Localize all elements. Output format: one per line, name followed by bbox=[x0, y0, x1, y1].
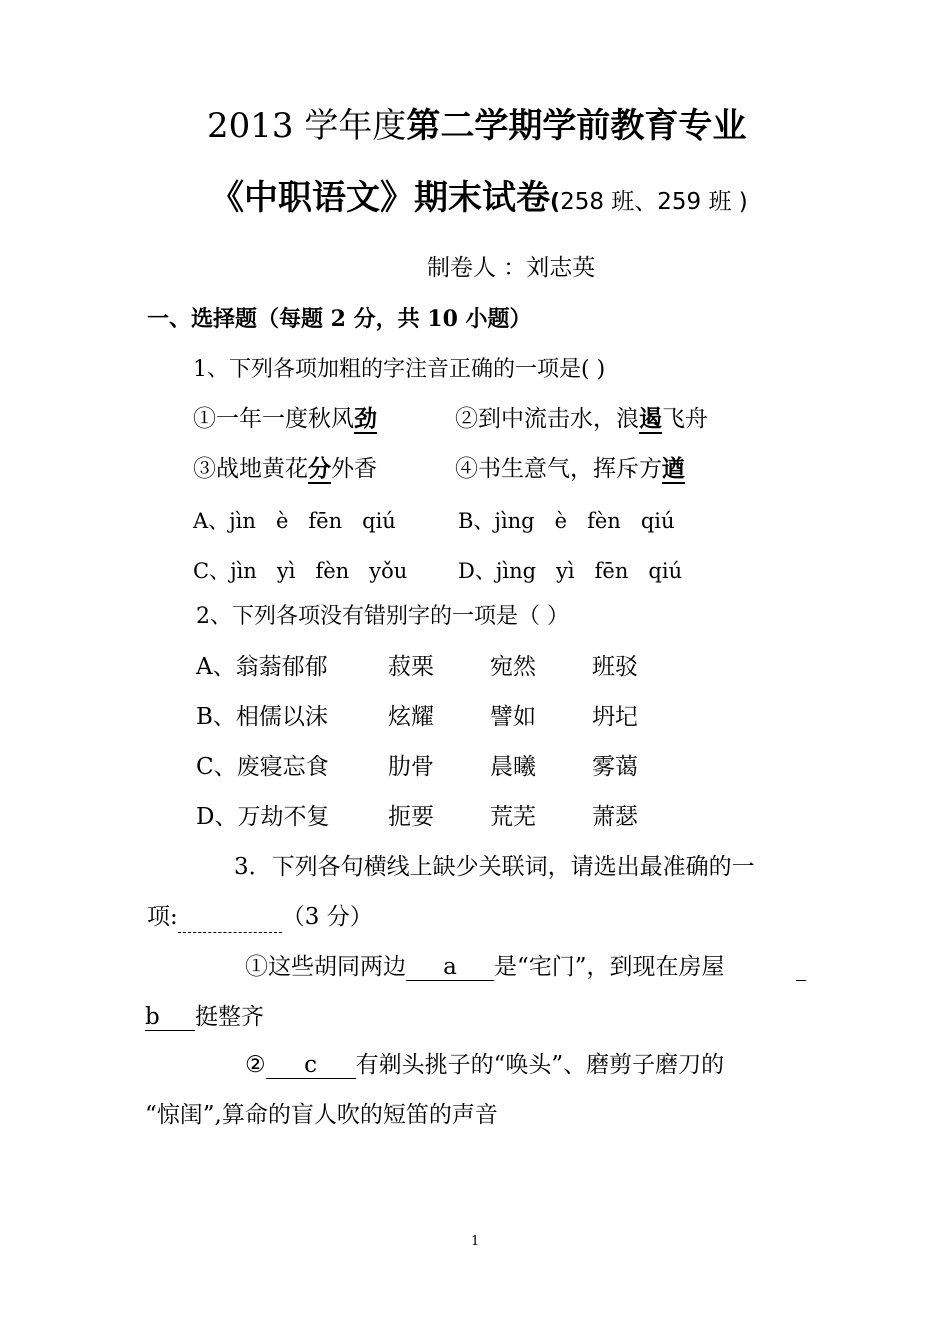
q1-option-d: D、jìng yì fēn qiú bbox=[458, 559, 683, 583]
title-term: 第二学期学前教育专业 bbox=[406, 106, 747, 146]
title-exam-name: 《中职语文》期末试卷 bbox=[210, 178, 550, 218]
q3-sentence-1 bbox=[245, 952, 725, 982]
q1-item-4-bold: 遒 bbox=[662, 456, 685, 482]
q3-blank-a: a bbox=[406, 954, 494, 981]
q3-blank-b-lead bbox=[796, 980, 806, 981]
title-year: 2013 学年度 bbox=[207, 106, 407, 146]
q2-b-3: 譬如 bbox=[490, 704, 536, 730]
title-line-2 bbox=[210, 176, 748, 225]
section-heading: 一、选择题（每题 2 分，共 10 小题） bbox=[147, 306, 532, 332]
q2-a-1: A、翁蓊郁郁 bbox=[196, 654, 328, 680]
q1-item-3-bold: 分 bbox=[308, 456, 331, 482]
author-line: 制卷人 ：刘志英 bbox=[427, 255, 596, 281]
q2-d-2: 扼要 bbox=[388, 804, 434, 830]
q3-answer-blank bbox=[178, 902, 282, 933]
q2-c-2: 肋骨 bbox=[388, 754, 434, 780]
q1-item-2-pre: ②到中流击水，浪 bbox=[455, 406, 639, 432]
q3-sentence-2-cont: “惊闺”,算命的盲人吹的短笛的声音 bbox=[145, 1102, 498, 1128]
q3-stem-cont bbox=[147, 902, 373, 933]
page-number: 1 bbox=[471, 1234, 480, 1249]
q3-s1-post: 是“宅门”，到现在房屋 bbox=[494, 954, 725, 980]
q2-a-3: 宛然 bbox=[490, 654, 536, 680]
q1-stem: 1、下列各项加粗的字注音正确的一项是( ) bbox=[193, 357, 606, 382]
q2-d-1: D、万劫不复 bbox=[196, 804, 330, 830]
q1-item-3-post: 外香 bbox=[331, 456, 377, 482]
q2-d-3: 荒芜 bbox=[490, 804, 536, 830]
q3-s2-pre: ② bbox=[245, 1052, 266, 1078]
q1-item-1-pre: ①一年一度秋风 bbox=[193, 406, 354, 432]
q3-cont-pre: 项: bbox=[147, 904, 178, 930]
q2-stem: 2、下列各项没有错别字的一项是（ ） bbox=[196, 604, 569, 629]
q1-item-2-post: 飞舟 bbox=[662, 406, 708, 432]
q3-stem: 3．下列各句横线上缺少关联词，请选出最准确的一 bbox=[234, 854, 755, 880]
q1-item-2 bbox=[455, 404, 708, 434]
q2-a-2: 菽栗 bbox=[388, 654, 434, 680]
title-paren: ( bbox=[550, 190, 561, 215]
q2-c-4: 雾蔼 bbox=[592, 754, 638, 780]
q1-option-a: A、jìn è fēn qiú bbox=[193, 509, 396, 533]
q1-item-4 bbox=[455, 454, 685, 484]
q3-sentence-1-cont bbox=[145, 1002, 264, 1032]
q1-option-b: B、jìng è fèn qiú bbox=[458, 509, 675, 533]
q1-option-c: C、jìn yì fèn yǒu bbox=[193, 559, 408, 583]
q2-a-4: 班驳 bbox=[592, 654, 638, 680]
q2-d-4: 萧瑟 bbox=[592, 804, 638, 830]
q1-item-1 bbox=[193, 404, 377, 434]
q3-blank-b: b bbox=[145, 1004, 195, 1031]
title-classes: 258 班、259 班 ) bbox=[560, 189, 748, 215]
q2-b-1: B、相儒以沫 bbox=[196, 704, 328, 730]
q3-s2-post: 有剃头挑子的“唤头”、磨剪子磨刀的 bbox=[355, 1052, 725, 1078]
q1-item-1-bold: 劲 bbox=[354, 406, 377, 432]
q2-b-2: 炫耀 bbox=[388, 704, 434, 730]
q3-cont-post: （3 分） bbox=[281, 904, 373, 930]
q3-s1-pre: ①这些胡同两边 bbox=[245, 954, 406, 980]
q1-item-4-pre: ④书生意气，挥斥方 bbox=[455, 456, 662, 482]
q3-sentence-2 bbox=[245, 1050, 724, 1080]
q2-b-4: 坍圮 bbox=[592, 704, 638, 730]
q3-s1-end: 挺整齐 bbox=[195, 1004, 264, 1030]
q1-item-3 bbox=[193, 454, 377, 484]
q2-c-3: 晨曦 bbox=[490, 754, 536, 780]
q1-item-2-bold: 遏 bbox=[639, 406, 662, 432]
q2-c-1: C、废寝忘食 bbox=[196, 754, 329, 780]
q3-blank-c: c bbox=[266, 1052, 356, 1079]
q1-item-3-pre: ③战地黄花 bbox=[193, 456, 308, 482]
title-line-1 bbox=[207, 104, 746, 148]
